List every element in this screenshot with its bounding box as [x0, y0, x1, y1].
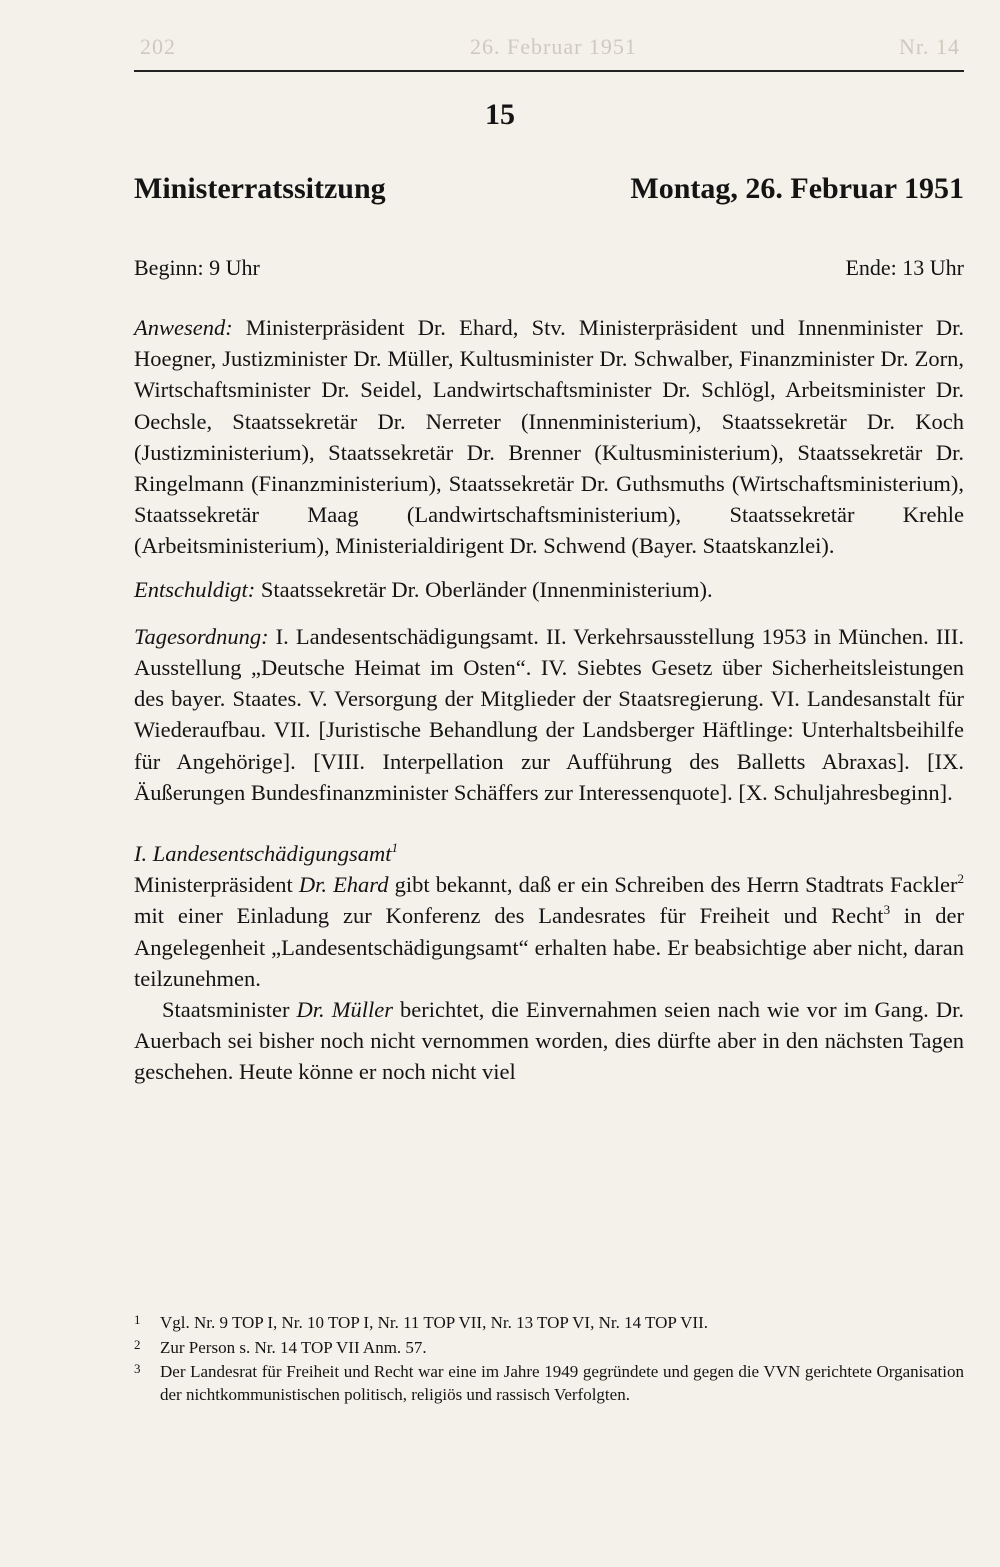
p2-text-a: Staatsminister — [162, 997, 297, 1023]
footnote-text: Zur Person s. Nr. 14 TOP VII Anm. 57. — [160, 1337, 427, 1357]
bleed-nr: Nr. 14 — [899, 34, 960, 59]
p2-text-b: berichtet, die Einvernahmen seien nach wie vor im Gang. Dr. Auerbach sei bisher noch nicht vernommen worden, dies dürfte aber in den nächsten Tagen geschehen. Heute könne er noch nicht viel — [134, 997, 964, 1085]
main-text — [134, 312, 964, 1088]
begin-time: Beginn: 9 Uhr — [134, 255, 260, 280]
present-text: Ministerpräsident Dr. Ehard, Stv. Ministerpräsident und Innenminister Dr. Hoegner, Justizminister Dr. Müller, Kultusminister Dr. Schwalber, Finanzminister Dr. Zorn, Wirtschaftsminister Dr. Seidel, Landwirtschaftsminister Dr. Schlögl, Arbeitsminister Dr. Oechsle, Staatssekretär Dr. Nerreter (Innenministerium), Staatssekretär Dr. Koch (Justizministerium), Staatssekretär Dr. Brenner (Kultusministerium), Staatssekretär Dr. Ringelmann (Finanzministerium), Staatssekretär Dr. Guthsmuths (Wirtschaftsministerium), Staatssekretär Maag (Landwirtschaftsministerium), Staatssekretär Krehle (Arbeitsministerium), Ministerialdirigent Dr. Schwend (Bayer. Staatskanzlei). — [134, 315, 964, 559]
speaker-name-mueller: Dr. Müller — [296, 997, 393, 1023]
present-label: Anwesend: — [134, 315, 233, 340]
footnotes — [134, 1312, 964, 1408]
footnote-ref-2: 2 — [957, 871, 964, 887]
p1-text-b: gibt bekannt, daß er ein Schreiben des Herrn Stadtrats Fackler — [388, 872, 958, 898]
footnote-text: Der Landesrat für Freiheit und Recht war eine im Jahre 1949 gegründete und gegen die VVN gerichtete Organisation der nichtkommunistischen politisch, religiös und rassisch Verfolgten. — [160, 1362, 964, 1404]
footnote — [134, 1312, 964, 1335]
session-times — [134, 255, 964, 281]
agenda — [134, 621, 964, 808]
section-title — [134, 838, 964, 869]
attendance-excused — [134, 574, 964, 605]
header-rule — [134, 70, 964, 72]
footnote-ref-3: 3 — [883, 902, 891, 918]
excused-label: Entschuldigt: — [134, 576, 256, 602]
bleed-page-number: 202 — [140, 34, 176, 59]
p1-text-c: mit einer Einladung zur Konferenz des Landesrates für Freiheit und Recht — [134, 903, 884, 929]
agenda-label: Tagesordnung: — [134, 623, 269, 649]
section-title-text: I. Landesentschädigungsamt — [134, 841, 392, 867]
session-date: Montag, 26. Februar 1951 — [630, 172, 964, 205]
p1-text-a: Ministerpräsident — [134, 872, 299, 898]
end-time: Ende: 13 Uhr — [845, 255, 964, 280]
footnote-number: 2 — [134, 1336, 141, 1352]
footnote-text: Vgl. Nr. 9 TOP I, Nr. 10 TOP I, Nr. 11 TOP VII, Nr. 13 TOP VI, Nr. 14 TOP VII. — [160, 1313, 709, 1332]
footnote-number: 1 — [134, 1312, 141, 1327]
p1-text-d: in der Angelegenheit „Landesentschädigungsamt“ erhalten habe. Er beabsichtige aber nicht, daran teilzunehmen. — [134, 903, 965, 991]
speaker-name-ehard: Dr. Ehard — [298, 872, 389, 898]
document-number: 15 — [485, 98, 515, 131]
agenda-text: I. Landesentschädigungsamt. II. Verkehrsausstellung 1953 in München. III. Ausstellung „Deutsche Heimat im Osten“. IV. Siebtes Gesetz über Sicherheitsleistungen des bayer. Staates. V. Versorgung der Mitglieder der Staatsregierung. VI. Landesanstalt für Wiederaufbau. VII. [Juristische Behandlung der Landsberger Häftlinge: Unterhaltsbeihilfe für Angehörige]. [VIII. Interpellation zur Aufführung des Balletts Abraxas]. [IX. Äußerungen Bundesfinanzminister Schäffers zur Interessenquote]. [X. Schuljahresbeginn]. — [134, 623, 964, 805]
excused-text: Staatssekretär Dr. Oberländer (Innenministerium). — [255, 576, 713, 602]
attendance-present — [134, 312, 964, 562]
section-paragraph-2 — [134, 994, 964, 1088]
session-heading — [134, 172, 964, 206]
section-paragraph-1 — [134, 869, 964, 994]
footnote — [134, 1361, 964, 1406]
footnote-number: 3 — [134, 1361, 141, 1376]
bleed-date: 26. Februar 1951 — [470, 34, 637, 59]
session-title: Ministerratssitzung — [134, 172, 386, 205]
footnote-ref-1: 1 — [391, 840, 398, 856]
footnote — [134, 1337, 964, 1360]
